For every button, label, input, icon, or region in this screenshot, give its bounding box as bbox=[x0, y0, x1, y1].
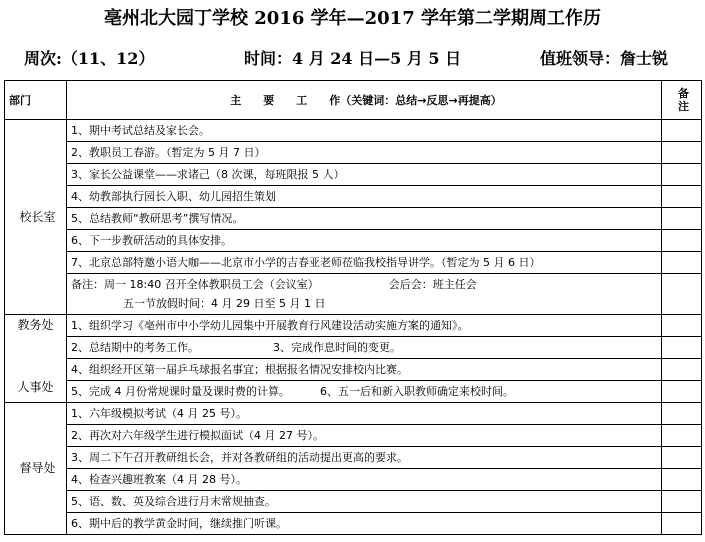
task-item: 6、下一步教研活动的具体安排。 bbox=[67, 230, 662, 252]
note-cell bbox=[662, 491, 702, 513]
note-cell bbox=[662, 315, 702, 337]
table-row bbox=[5, 252, 702, 274]
remark-cell bbox=[67, 274, 662, 315]
note-cell bbox=[662, 274, 702, 315]
note-cell bbox=[662, 513, 702, 535]
note-cell bbox=[662, 403, 702, 425]
table-row bbox=[5, 164, 702, 186]
note-cell bbox=[662, 469, 702, 491]
task-item-b: 6、五一后和新入职教师确定来校时间。 bbox=[320, 385, 514, 398]
note-cell bbox=[662, 186, 702, 208]
task-item: 3、家长公益课堂——求诸己（8 次课，每班限报 5 人） bbox=[67, 164, 662, 186]
task-item: 5、语、数、英及综合进行月末常规抽查。 bbox=[67, 491, 662, 513]
page-title: 亳州北大园丁学校 2016 学年—2017 学年第二学期周工作历 bbox=[104, 8, 601, 29]
task-item: 6、期中后的教学黄金时间，继续推门听课。 bbox=[67, 513, 662, 535]
schedule-table bbox=[4, 80, 702, 535]
table-row bbox=[5, 469, 702, 491]
table-row bbox=[5, 337, 702, 359]
task-item: 5、总结教师“教研思考”撰写情况。 bbox=[67, 208, 662, 230]
task-item bbox=[67, 381, 662, 403]
header-main: 主 要 工 作（关键词：总结→反思→再提高） bbox=[67, 81, 662, 120]
task-item: 2、再次对六年级学生进行模拟面试（4 月 27 号）。 bbox=[67, 425, 662, 447]
table-row bbox=[5, 447, 702, 469]
remark-holiday: 五一节放假时间：4 月 29 日至 5 月 1 日 bbox=[123, 297, 326, 310]
task-item: 4、检查兴趣班教案（4 月 28 号）。 bbox=[67, 469, 662, 491]
date-range: 时间：4 月 24 日—5 月 5 日 bbox=[244, 49, 462, 68]
task-item: 7、北京总部特邀小语大咖——北京市小学的吉春亚老师莅临我校指导讲学。（暂定为 5 月 6 日） bbox=[67, 252, 662, 274]
task-item: 1、组织学习《亳州市中小学幼儿园集中开展教育行风建设活动实施方案的通知》。 bbox=[67, 315, 662, 337]
table-row bbox=[5, 230, 702, 252]
header-note: 备 注 bbox=[662, 81, 702, 120]
task-item: 1、六年级模拟考试（4 月 25 号）。 bbox=[67, 403, 662, 425]
table-row bbox=[5, 208, 702, 230]
task-item-a: 5、完成 4 月份常规课时量及课时费的计算。 bbox=[71, 385, 290, 398]
table-row bbox=[5, 186, 702, 208]
note-cell bbox=[662, 359, 702, 381]
note-cell bbox=[662, 120, 702, 142]
table-row bbox=[5, 274, 702, 315]
table-row bbox=[5, 315, 702, 337]
header-dept: 部门 bbox=[5, 81, 67, 120]
dept-academic: 教务处 bbox=[17, 318, 54, 332]
duty-leader: 值班领导：詹士锐 bbox=[540, 49, 669, 68]
note-cell bbox=[662, 164, 702, 186]
dept-supervision: 督导处 bbox=[5, 403, 67, 535]
note-cell bbox=[662, 337, 702, 359]
table-row bbox=[5, 491, 702, 513]
table-row bbox=[5, 425, 702, 447]
task-item: 3、周二下午召开教研组长会，并对各教研组的活动提出更高的要求。 bbox=[67, 447, 662, 469]
task-item: 4、幼教部执行园长入职、幼儿园招生策划 bbox=[67, 186, 662, 208]
task-item: 4、组织经开区第一届乒乓球报名事宜；根据报名情况安排校内比赛。 bbox=[67, 359, 662, 381]
table-row bbox=[5, 513, 702, 535]
note-cell bbox=[662, 142, 702, 164]
remark-meeting: 备注：周一 18:40 召开全体教职员工会（会议室） bbox=[71, 278, 319, 291]
note-cell bbox=[662, 447, 702, 469]
dept-principal: 校长室 bbox=[5, 120, 67, 315]
week-number: 周次:（11、12） bbox=[24, 49, 155, 68]
table-row bbox=[5, 403, 702, 425]
task-item: 1、期中考试总结及家长会。 bbox=[67, 120, 662, 142]
note-cell bbox=[662, 381, 702, 403]
note-cell bbox=[662, 230, 702, 252]
header-row bbox=[5, 81, 702, 120]
dept-academic-hr bbox=[5, 315, 67, 403]
task-item: 2、教职员工春游。（暂定为 5 月 7 日） bbox=[67, 142, 662, 164]
table-row bbox=[5, 142, 702, 164]
task-item-a: 2、总结期中的考务工作。 bbox=[71, 341, 199, 354]
table-row bbox=[5, 359, 702, 381]
task-item bbox=[67, 337, 662, 359]
task-item-b: 3、完成作息时间的变更。 bbox=[273, 341, 401, 354]
note-cell bbox=[662, 425, 702, 447]
dept-hr: 人事处 bbox=[17, 380, 54, 394]
table-row bbox=[5, 120, 702, 142]
remark-after-meeting: 会后会：班主任会 bbox=[388, 278, 477, 291]
table-row bbox=[5, 381, 702, 403]
note-cell bbox=[662, 208, 702, 230]
note-cell bbox=[662, 252, 702, 274]
